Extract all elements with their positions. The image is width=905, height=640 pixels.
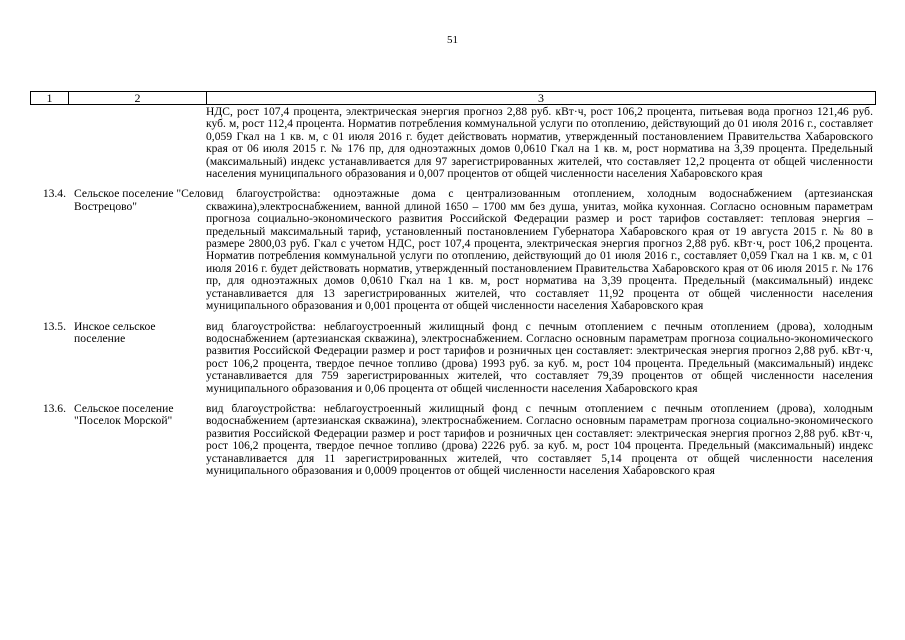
table-row-13-5 [30,321,876,395]
row-description: вид благоустройства: одноэтажные дома с централизованным отоплением, холодным водоснабжением (артезианская скважина),электроснабжением, ванной длиной 1650 – 1700 мм без душа, унитаз, мойка кухонная. Согласно основным параметрам прогноза социально-экономического развития Российской Федерации размер и рост тарифов составляет: тепловая энергия – предельный максимальный тариф, установленный постановлением Губернатора Хабаровского края от 19 августа 2015 г. № 80 в размере 2800,03 руб. Гкал с учетом НДС, рост 107,4 процента, электрическая энергия прогноз 2,88 руб. кВт·ч, рост 106,2 процента. Норматив потребления коммунальной услуги по отоплению, действующий до 01 июля 2016 г., составляет 0,059 Гкал на 1 кв. м, с 01 июля 2016 г. будет действовать норматив, утвержденный постановлением Правительства Хабаровского края от 06 июля 2015 г. № 176 пр, для одноэтажных домов 0,0610 Гкал на 1 кв. м, рост норматива на 3,39 процента. Предельный (максимальный) индекс устанавливается для 13 зарегистрированных жителей, что составляет 11,92 процента от общей численности населения муниципального образования и 0,001 процента от общей численности населения Хабаровского края [206,188,873,313]
settlement-name: Сельское поселение "Село Вострецово" [74,187,206,213]
table-body [30,106,876,477]
row-number: 13.6. [42,401,66,415]
table-row-continuation [30,106,876,180]
settlement-name: Сельское поселение "Поселок Морской" [74,401,174,428]
row-number: 13.4. [42,187,66,201]
row-number: 13.5. [42,319,66,333]
settlement-name: Инское сельское поселение [74,319,156,345]
row-description: вид благоустройства: неблагоустроенный жилищный фонд с печным отоплением с печным отоплением (дрова), холодным водоснабжением (артезианская скважина), электроснабжением. Согласно основным параметрам прогноза социально-экономического развития Российской Федерации размер и рост тарифов и розничных цен составляет: электрическая энергия прогноз 2,88 руб. кВт·ч, рост 106,2 процента, твердое печное топливо (дрова) 1993 руб. за куб. м, рост 104 процента. Предельный (максимальный) индекс устанавливается для 759 зарегистрированных жителей, что составляет 79,39 процентов от общей численности населения муниципального образования и 0,06 процента от общей численности населения Хабаровского края [206,320,873,395]
row-description: вид благоустройства: неблагоустроенный жилищный фонд с печным отоплением с печным отоплением (дрова), холодным водоснабжением (артезианская скважина), электроснабжением. Согласно основным параметрам прогноза социально-экономического развития Российской Федерации размер и рост тарифов и розничных цен составляет: электрическая энергия прогноз 2,88 руб. кВт·ч, рост 106,2 процента, твердое печное топливо (дрова) 2226 руб. за куб. м, рост 104 процента. Предельный (максимальный) индекс устанавливается для 11 зарегистрированных жителей, что составляет 5,14 процента от общей численности населения муниципального образования и 0,0009 процентов от общей численности населения Хабаровского края [206,402,873,477]
page-number: 51 [447,34,458,46]
table-header [30,91,876,105]
row-description: НДС, рост 107,4 процента, электрическая энергия прогноз 2,88 руб. кВт·ч, рост 106,2 процента, питьевая вода прогноз 121,46 руб. куб. м, рост 112,4 процента. Норматив потребления коммунальной услуги по отоплению, действующий до 01 июля 2016 г., составляет 0,059 Гкал на 1 кв. м, с 01 июля 2016 г. будет действовать норматив, утвержденный постановлением Правительства Хабаровского края от 06 июля 2015 г. № 176 пр, для одноэтажных домов 0,0610 Гкал на 1 кв. м, рост норматива на 3,39 процента. Предельный (максимальный) индекс устанавливается для 97 зарегистрированных жителей, что составляет 12,2 процента от общей численности населения муниципального образования и 0,007 процентов от общей численности населения Хабаровского края [206,106,873,181]
column-header-3: 3 [538,91,544,105]
row-number [30,106,68,180]
column-header-1: 1 [31,92,69,104]
table-row-13-6 [30,403,876,477]
table-row-13-4 [30,188,876,312]
column-header-2: 2 [69,92,207,104]
settlement-name [68,106,206,180]
